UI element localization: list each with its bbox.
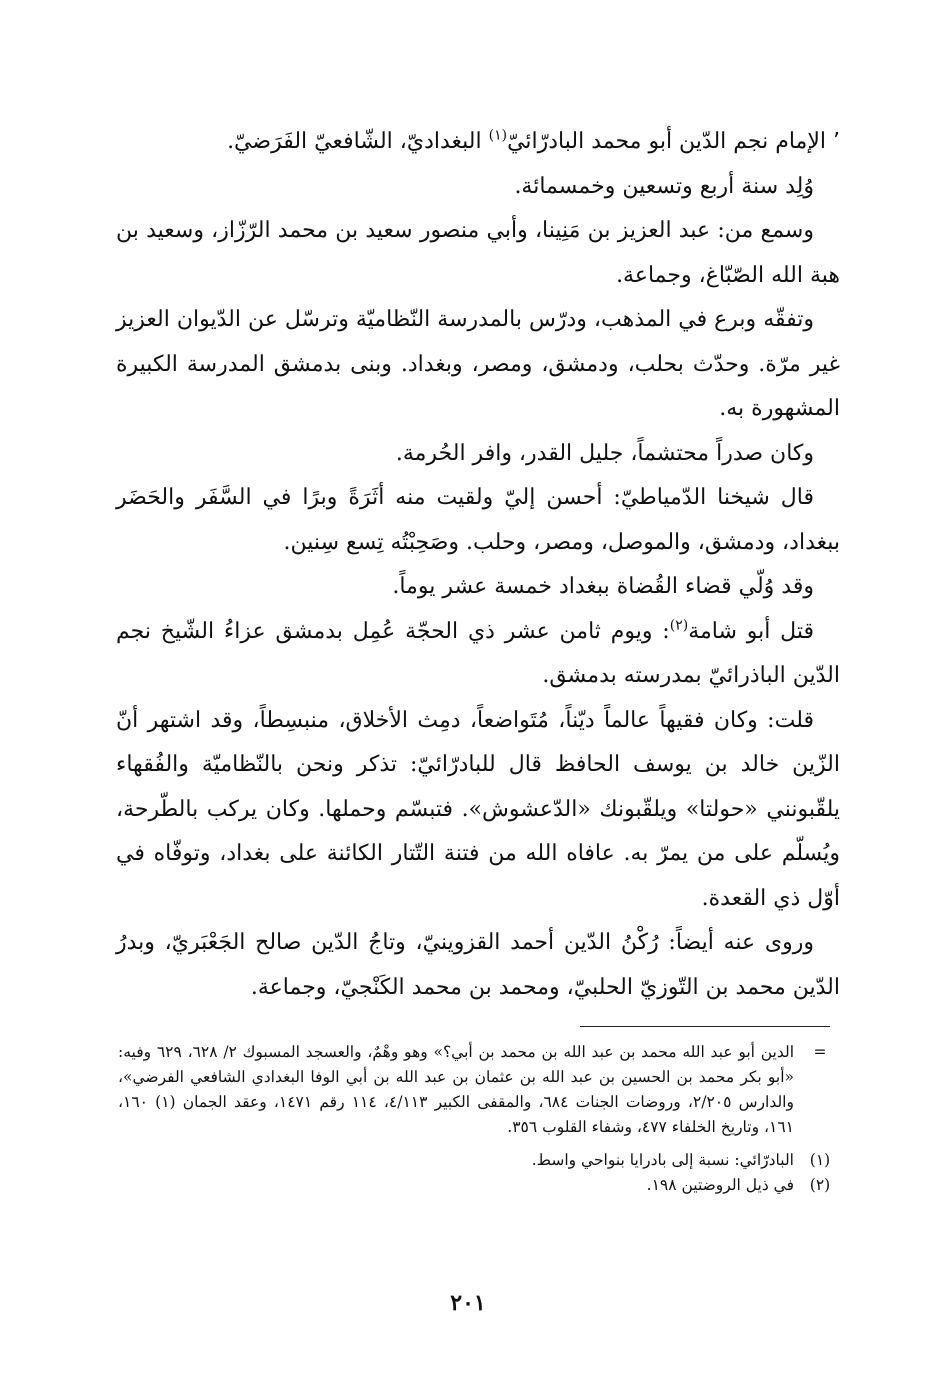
paragraph-6: قال شيخنا الدّمياطيّ: أحسن إليّ ولقيت منه أثَرَةً وبرًا في السَّفَر والحَضَر ببغداد، ودمشق، والموصل، ومصر، وحلب. وصَحِبْتُه تِسع سِنين. bbox=[116, 485, 840, 555]
footnote-continuation bbox=[118, 1040, 840, 1140]
paragraph-8 bbox=[116, 610, 840, 699]
paragraph-7: وقد وُلّي قضاء القُضاة ببغداد خمسة عشر يوماً. bbox=[392, 574, 814, 599]
footnotes bbox=[118, 1040, 840, 1198]
footnote-mark: = bbox=[813, 1043, 827, 1061]
margin-mark: ٬ bbox=[833, 129, 840, 154]
footnote-ref-1: (١) bbox=[488, 127, 508, 144]
paragraph-2: وُلِد سنة أربع وتسعين وخمسمائة. bbox=[514, 173, 814, 199]
footnote-text: في ذيل الروضتين ١٩٨. bbox=[646, 1176, 794, 1194]
paragraph-1-rest: البغداديّ، الشّافعيّ الفَرَضيّ. bbox=[227, 129, 489, 154]
footnote-1 bbox=[118, 1148, 840, 1173]
footnote-divider bbox=[580, 1026, 830, 1027]
paragraph-10: وروى عنه أيضاً: رُكْنُ الدّين أحمد القزوينيّ، وتاجُ الدّين صالح الجَعْبَريّ، وبدرُ الدّين محمد بن التّوزيّ الحلبيّ، ومحمد بن محمد الكَنْجيّ، وجماعة. bbox=[116, 930, 840, 1000]
paragraph-5: وكان صدراً محتشماً، جليل القدر، وافر الحُرمة. bbox=[395, 440, 814, 466]
footnote-text: البادرّائي: نسبة إلى بادرايا بنواحي واسط. bbox=[531, 1151, 794, 1169]
footnote-mark: (١) bbox=[809, 1151, 831, 1169]
footnote-text: الدين أبو عبد الله محمد بن عبد الله بن محمد بن أبي؟» وهو وهْمٌ، والعسجد المسبوك ٢/ ٦٢٨، ٦٢٩ وفيه: «أبو بكر محمد بن الحسين بن عبد الله بن عثمان بن عبد الله بن أبي الوفا البغدادي الشافعي الفرضي»، والدارس ٢/٢٠٥، وروضات الجنات ٦٨٤، والمقفى الكبير ٤/١١٣، ١١٤ رقم ١٤٧١، وعقد الجمان (١) ١٦٠، ١٦١، وتاريخ الخلفاء ٤٧٧، وشفاء القلوب ٣٥٦. bbox=[118, 1043, 794, 1136]
paragraph-8-rest: : ويوم ثامن عشر ذي الحجّة عُمِل بدمشق عزاءُ الشّيخ نجم الدّين الباذرائيّ بمدرسته بدمشق. bbox=[116, 618, 840, 688]
main-text bbox=[116, 120, 840, 1010]
paragraph-3: وسمع من: عبد العزيز بن مَنِينا، وأبي منصور سعيد بن محمد الرّزّاز، وسعيد بن هبة الله الصّبّاغ، وجماعة. bbox=[116, 218, 840, 288]
paragraph-9: قلت: وكان فقيهاً عالماً ديّناً، مُتَواضعاً، دمِث الأخلاق، منبسِطاً، وقد اشتهر أنّ الزّين خالد بن يوسف الحافظ قال للبادرّائيّ: تذكر ونحن بالنّظاميّة والفُقهاء يلقّبونني «حولتا» ويلقّبونك «الدّعشوش». فتبسّم وحملها. وكان يركب بالطّرحة، ويُسلّم على من يمرّ به. عافاه الله من فتنة التّتار الكائنة على بغداد، وتوفّاه في أوّل ذي القعدة. bbox=[116, 707, 840, 911]
paragraph-1-text: الإمام نجم الدّين أبو محمد البادرّائيّ bbox=[507, 129, 826, 154]
footnote-ref-2: (٢) bbox=[669, 617, 689, 634]
footnote-mark: (٢) bbox=[809, 1176, 831, 1194]
paragraph-1 bbox=[116, 120, 840, 165]
paragraph-4: وتفقّه وبرع في المذهب، ودرّس بالمدرسة النّظاميّة وترسّل عن الدّيوان العزيز غير مرّة. وحدّث بحلب، ودمشق، ومصر، وبغداد. وبنى بدمشق المدرسة الكبيرة المشهورة به. bbox=[116, 307, 840, 421]
page-number: ٢٠١ bbox=[450, 1290, 486, 1316]
paragraph-8-text: قتل أبو شامة bbox=[688, 618, 814, 644]
footnote-2 bbox=[118, 1173, 840, 1198]
